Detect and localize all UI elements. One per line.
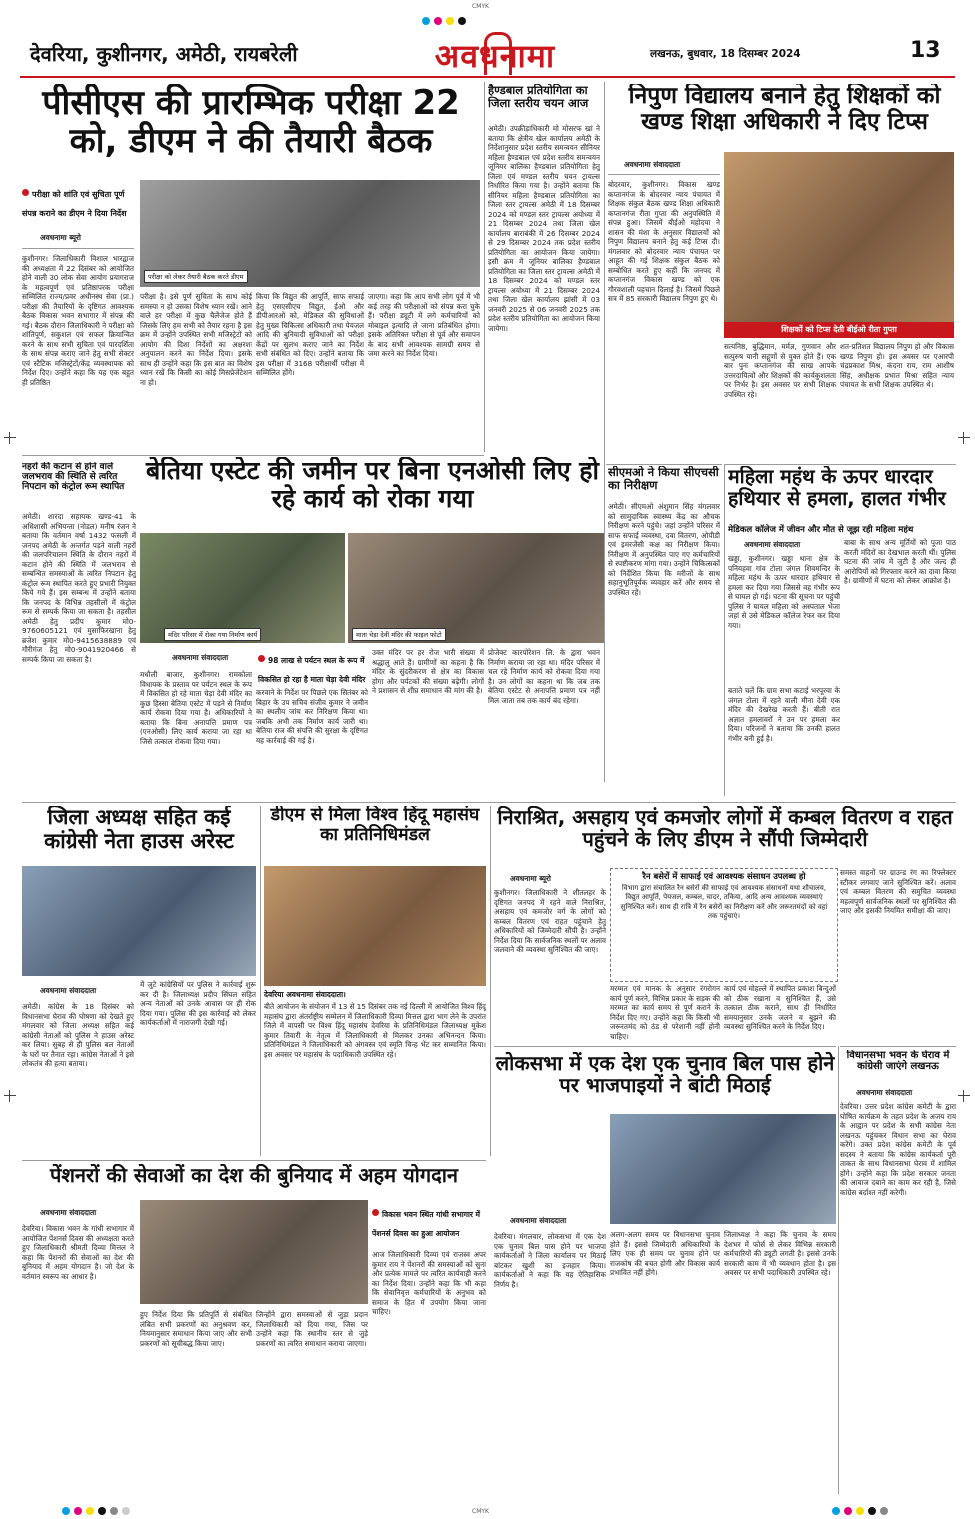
story1-photo-caption: परीक्षा को लेकर तैयारी बैठक करते डीएम: [144, 270, 248, 283]
story13-body-col2: हुए निर्देश दिया कि प्रतिपूर्ति से संबंधित लंबित सभी प्रकरणों का अनुश्रवण कर, नियमानुसार समाधान किया जाए और सभी प्रकरणों को सूचीबद्ध किया जाए।: [140, 1310, 252, 1348]
story7-body-col2: बताते चलें कि ग्राम सभा कटाई भरपूरवा के जंगल टोला में रहने वाली मीना देवी एक मंदिर की देखरेख करती हैं। बीती रात अज्ञात हमलावरों ने उन पर हमला कर दिया। परिजनों ने बताया कि उनकी हालत गंभीर बनी हुई है।: [728, 686, 840, 743]
divider-row-1-left: [22, 455, 140, 456]
story2-body: अमेठी। उपक्रीड़ाधिकारी मो मोसरफ खां ने बताया कि क्षेत्रीय खेल कार्यालय अमेठी के निर्देशानुसार प्रदेश स्तरीय समन्वयन सीनियर महिला हैण्डबाल एवं प्रदेश स्तरीय समन्वयन जूनियर बालिका हैण्डबाल प्रतियोगिता हेतु जिला एवं मण्डल स्तरीय चयन ट्रायल्स निर्धारित किया गया है। उन्होंने बताया कि सीनियर महिला हैण्डबाल प्रतियोगिता का जिला स्तर ट्रायल्स अमेठी में 18 दिसम्बर 2024 को मण्डल स्तर ट्रायल्स अयोध्या में 21 दिसम्बर 2024 तथा जिला खेल कार्यालय बाराबंकी में 26 दिसम्बर 2024 से 29 दिसम्बर 2024 तक प्रदेश स्तरीय प्रतियोगिता का आयोजन किया जायेगा। इसी क्रम में जूनियर बालिका हैण्डबाल प्रतियोगिता का जिला स्तर ट्रायल्स अमेठी में 18 दिसम्बर 2024 को मण्डल स्तर ट्रायल्स अयोध्या में 21 दिसम्बर 2024 तथा जिला खेल कार्यालय झांसी में 03 जनवरी 2025 से 06 जनवरी 2025 तक प्रदेश स्तरीय प्रतियोगिता का आयोजन किया जायेगा।: [488, 124, 600, 333]
story8-body-col1: अमेठी। कांग्रेस के 18 दिसंबर को विधानसभा घेराव की घोषणा को देखते हुए मंगलवार को जिला अध्यक्ष सहित कई कांग्रेसी नेताओं को पुलिस ने हाउस अरेस्ट कर लिया। सुबह से ही पुलिस बल नेताओं के घरों पर तैनात रहा। कांग्रेस नेताओं ने इसे लोकतंत्र की हत्या बताया।: [22, 1002, 134, 1068]
story7-body-col3: बाबा के साथ अन्य मूर्तियों को पूजा पाठ करती मंदिरों का देखभाल करती थीं। पुलिस घटना की जांच में जुटी है और जल्द ही आरोपियों को गिरफ्तार करने का दावा किया है। ग्रामीणों में घटना को लेकर आक्रोश है।: [844, 538, 956, 585]
story9-photo: [264, 866, 486, 986]
story5-byline: अवधनामा संवाददाता: [172, 653, 229, 662]
story10-headline: निराश्रित, असहाय एवं कमजोर लोगों में कम्बल वितरण व राहत पहुंचने के लिए डीएम ने सौंपी जिम्मेदारी: [497, 806, 953, 852]
story12-byline: अवधनामा संवाददाता: [510, 1216, 567, 1225]
divider-col-a: [484, 82, 485, 452]
story10-body-col4: समस्त वाहनों पर ग्राउन्ड रंग का रिफ्लेक्टर स्टीकर लगवाए जाने सुनिश्चित करें। अलाव एवं कम्बल वितरण की समुचित व्यवस्था महत्वपूर्ण सार्वजनिक स्थलों पर सुनिश्चित की जाए और इसकी नियमित समीक्षा की जाए।: [840, 868, 956, 915]
masthead-date: लखनऊ, बुधवार, 18 दिसम्बर 2024: [650, 48, 801, 60]
story9-photo-caption: देवरिया अवधनामा संवाददाता।: [264, 990, 346, 999]
crop-mark-right-lower: [958, 1090, 970, 1102]
story1-highlight-text: परीक्षा को शांति एवं सुचिता पूर्ण संपन्न कराने का डीएम ने दिया निर्देश: [22, 190, 127, 218]
story5-body-col1: मधौली बाजार, कुशीनगर। रामकोला विधायक के प्रस्ताव पर पर्यटन स्थल के रूप में विकसित हो रहे माता चेड़ा देवी मंदिर का कुछ हिस्सा बेतिया एस्टेट में पड़ने से निर्माण कार्य रोकवा दिया गया है। अधिकारियों ने बताया कि बिना अनापत्ति प्रमाण पत्र (एनओसी) लिए कार्य कराया जा रहा था जिसे तत्काल रोकवा दिया गया।: [140, 670, 252, 746]
story13-photo: [140, 1200, 368, 1304]
story3-body-col3: शत-प्रतिशत विद्यालय निपुण हो और विकास खण्ड निपुण हो। इस अवसर पर एआरपी चंद्रप्रकाश मिश्र, कंदना राय, राम आशीष सिंह, अधीक्षक प्रभात मिश्रा सहित न्याय पंचायत के सभी शिक्षक उपस्थित थे।: [840, 342, 954, 389]
story12-body-col1: देवरिया। मंगलवार, लोकसभा में एक देश एक चुनाव बिल पास होने पर भाजपा कार्यकर्ताओं ने जिला कार्यालय पर मिठाई बांटकर खुशी का इजहार किया। कार्यकर्ताओं ने कहा कि यह ऐतिहासिक निर्णय है।: [494, 1232, 606, 1289]
story13-headline: पेंशनरों की सेवाओं का देश की बुनियाद में अहम योगदान: [49, 1164, 459, 1187]
story13-body-col4: आज जिलाधिकारी दिव्या एवं राजस्व अपर कुमार राय ने पेंशनरों की समस्याओं को सुना और प्रत्येक मामले पर त्वरित कार्यवाही करने का निर्देश दिया। उन्होंने कहा कि भी कहा कि सेवानिवृत्त कर्मचारियों के अनुभव को समाज के हित में उपयोग किया जाना चाहिए।: [372, 1250, 486, 1316]
story1-body-col4: जाएगा। कहा कि आप सभी लोग पूर्व में भी कई तरह की परीक्षाओं को संपन्न करा चुके हैं। परीक्षा ड्यूटी में लगे कर्मचारियों को मोबाइल इत्यादि ले जाना प्रतिबंधित होगा। इसके अतिरिक्त परीक्षा से पूर्व और समापन के बाद सभी आवश्यक सामग्री समय से जमा करने का निर्देश दिया।: [368, 292, 480, 358]
story7-body-col1: खड्डा, कुशीनगर। खड्डा थाना क्षेत्र के पनियहवा गांव टोला जंगल शिवमन्दिर के महिला महंथ के ऊपर धारदार हथियार से हमला कर दिया गया जिससे वह गंभीर रूप से घायल हो गई। घटना की सूचना पर पहुंची पुलिस ने घायल महिला को अस्पताल भेजा जहां से उसे मेडिकल कॉलेज रेफर कर दिया गया।: [728, 554, 840, 630]
story13-body-col3: जिन्होंने द्वारा समस्याओं से जुड़ा प्रदान जिलाधिकारी को दिया गया, जिस पर उन्होंने कहा कि स्थानीय स्तर से जुड़े प्रकरणों का त्वरित समाधान कराया जाएगा।: [256, 1310, 368, 1348]
story8-body-col2: में जुटे कांग्रेसियों पर पुलिस ने कार्रवाई शुरू कर दी है। जिलाध्यक्ष प्रदीप सिंघल सहित अन्य नेताओं को उनके आवास पर ही रोक दिया गया। पुलिस की इस कार्रवाई को लेकर कार्यकर्ताओं में नाराजगी देखी गई।: [140, 980, 256, 1027]
story4-headline: नहरों की कटान से होने वाले जलभराव की स्थिति से त्वरित निपटान को कंट्रोल रूम स्थापित: [22, 462, 125, 493]
story5-body-col4: प्रोजेक्ट कारपोरेशन लि. के द्वारा भवन निर्माण कराया जा रहा था। मंदिर परिसर में चल रहे निर्माण कार्य को रोकवा दिया गया है। उन लोगों का कहना था कि जब तक बेतिया एस्टेट से अनापत्ति प्रमाण पत्र नहीं मिल जाता तब तक कार्य बंद रहेगा।: [488, 648, 600, 705]
story10-body-col3: कार्य एवं मोहल्ले में स्थापित प्रकाश बिन्दुओं को ठीक रखाना व सुनिश्चित हैं, उसे तत्काल ठीक कराने, साथ ही निर्धारित समयानुसार उनके जलने व बुझने की व्यवस्था सुनिश्चित करने के निर्देश दिए।: [724, 984, 836, 1031]
story9-headline: डीएम से मिला विश्व हिंदू महासंघ का प्रतिनिधिमंडल: [270, 806, 480, 845]
masthead: [20, 30, 955, 78]
divider-row-1-right-small: [606, 464, 722, 465]
story5-photo2: [348, 533, 604, 643]
story3-photo: [724, 152, 954, 338]
story1-body-col1: कुशीनगर। जिलाधिकारी विशाल भारद्वाज की अध्यक्षता में 22 दिसंबर को आयोजित होने वाली उ0 लोक सेवा आयोग प्रयागराज के महत्वपूर्ण एवं प्रतिष्ठापरक परीक्षा सम्मिलित राज्य/प्रवर अधीनस्थ सेवा (प्रा.) परीक्षा की तैयारियों के दृष्टिगत आवश्यक बैठक विकास भवन सभागार में संपन्न की गई। बैठक दौरान जिलाधिकारी ने परीक्षा को शांतिपूर्ण, सकुशल एवं सफल क्रियान्वित करने के साथ सभी सुचिता एवं पारदर्शिता के साथ संपन्न कराए जाने हेतु सभी सेक्टर एवं स्टैटिक मजिस्ट्रेटों/केंद्र व्यवस्थापक को निर्देश दिए। उन्होंने कहा कि यह एक बहुत ही प्रतिष्ठित: [22, 254, 134, 387]
story12-body-col2: अलग-अलग समय पर विधानसभा चुनाव होते हैं। इससे जिम्मेदारी अधिकारियों के लिए एक ही समय पर चुनाव होने पर राजकोष की बचत होगी और विकास कार्य प्रभावित नहीं होंगे।: [610, 1230, 720, 1277]
color-registration-strip-top: [420, 10, 468, 29]
story10-sub-headline: रैन बसेरों में साफाई एवं आवश्यक संसाधन उपलब्ध हो: [642, 871, 806, 881]
divider-col-b: [604, 82, 605, 782]
story3-headline: निपुण विद्यालय बनाने हेतु शिक्षकों को खण्ड शिक्षा अधिकारी ने दिए टिप्स: [628, 84, 941, 135]
divider-row-1-right: [724, 464, 956, 465]
logo-text: अवधनामा: [434, 37, 556, 75]
masthead-underline: [20, 76, 955, 78]
story8-photo: [22, 866, 256, 976]
story7-headline: महिला महंथ के ऊपर धारदार हथियार से हमला, हालत गंभीर: [728, 466, 946, 510]
story1-highlight-bullet-icon: [22, 189, 29, 196]
story5-body-col3: उक्त मंदिर पर हर रोज भारी संख्या में श्रद्धालु आते हैं। ग्रामीणों का कहना है कि मंदिर के सुंदरीकरण से क्षेत्र का विकास होगा और पर्यटकों की संख्या बढ़ेगी। लोगों ने प्रशासन से शीघ्र समाधान की मांग की है।: [372, 648, 484, 695]
story3-byline-rule: [608, 174, 720, 175]
story10-byline: अवधनामा ब्यूरो: [510, 874, 551, 883]
story5-photo1-caption: मंदिर परिसर में रोका गया निर्माण कार्य: [164, 628, 261, 641]
story1-headline: पीसीएस की प्रारम्भिक परीक्षा 22 को, डीएम ने की तैयारी बैठक: [42, 84, 460, 162]
crop-mark-left-lower: [4, 1090, 16, 1102]
story13-byline: अवधनामा संवाददाता: [40, 1208, 97, 1217]
story2-headline: हैण्डबाल प्रतियोगिता का जिला स्तरीय चयन आज: [488, 84, 589, 110]
story10-box-text: विभाग द्वारा संचालित रैन बसेरों की साफाई एवं आवश्यक संसाधनों यथा शौचालय, विद्युत आपूर्ति, पेयजल, कम्बल, चादर, तकिया, आदि अन्य आवश्यक व्यवस्थाएं सुनिश्चित करें। साथ ही रात्रि में रैन बसेरों का निरीक्षण करें और जरूरतमंदों को वहां तक पहुंचाएं।: [620, 884, 828, 921]
color-registration-strip-bottom: [60, 1500, 132, 1519]
story13-highlight-text: विकास भवन स्थित गांधी सभागार में पेंशनर्स दिवस का हुआ आयोजन: [372, 1210, 481, 1238]
story5-photo1: [140, 533, 345, 643]
story1-body-col3: किया कि विद्युत की आपूर्ति, साफ सफाई हेतु एसएसीएच विद्युत, ईओ और डीपीआरओ को, मेडिकल की सुविधाओं हेतु मुख्य चिकित्सा अधिकारी तथा पेयजल आदि की बुनियादी सुविधाओं को परीक्षा केंद्रों पर सुलभ कराए जाने का निर्देश सभी संबंधित को दिए। उन्होंने बताया कि इस परीक्षा में 3168 परीक्षार्थी परीक्षा में सम्मिलित होंगे।: [256, 292, 364, 377]
cmyk-mark-bottom: CMYK: [472, 1508, 489, 1515]
divider-col-d: [260, 806, 261, 1156]
story13-highlight-bullet-icon: [372, 1209, 379, 1216]
page-number: 13: [910, 38, 941, 63]
story3-body-col1: बोदरवार, कुशीनगर। विकास खण्ड कप्तानगंज के बोदरवार न्याय पंचायत में शिक्षक संकुल बैठक खण्ड शिक्षा अधिकारी कप्तानगंज रीता गुप्ता की अनुपस्थिति में संपन्न हुआ। जिसमें बीईओ महोदया ने शासन की मंशा के अनुसार विद्यालयों को निपुण विद्यालय बनाने हेतु कई टिप्स दी। मंगलवार को बोदरवार न्याय पंचायत पर आहूत की गई शिक्षक संकुल बैठक को सम्बोधित करते हुए कहीं कि जनपद में कप्तानगंज विकास खण्ड को एक गौरवशाली पहचान दिलाई है। जिसमें पिछले सत्र में 85 सरकारी विद्यालय निपुण हुए थे।: [608, 180, 720, 303]
story6-headline: सीएमओ ने किया सीएचसी का निरीक्षण: [608, 466, 719, 492]
story5-highlight-box: [258, 648, 370, 682]
story3-byline: अवधनामा संवाददाता: [624, 160, 681, 169]
story1-byline-rule: [22, 248, 134, 249]
divider-story12-top: [494, 1046, 836, 1047]
story7-highlight: मेडिकल कॉलेज में जीवन और मौत से जूझ रही महिला महंथ: [728, 525, 914, 535]
crop-mark-left-upper: [4, 432, 16, 444]
story12-photo: [610, 1114, 836, 1224]
color-registration-strip-bottom-right: [830, 1500, 890, 1519]
divider-row-3-left: [22, 1160, 486, 1161]
story6-body: अमेठी। सीएमओ अंशुमान सिंह मंगलवार को सामुदायिक स्वास्थ्य केंद्र का औचक निरीक्षण करने पहुंचे। जहां उन्होंने परिसर में साफ सफाई व्यवस्था, दवा वितरण, ओपीडी एवं इमरजेंसी कक्ष का निरीक्षण किया। निरीक्षण में अनुपस्थित पाए गए कर्मचारियों से स्पष्टीकरण मांगा गया। उन्होंने चिकित्सकों को निर्देशित किया कि मरीजों के साथ सहानुभूतिपूर्वक व्यवहार करें और समय से उपस्थित रहें।: [608, 502, 720, 597]
story11-byline: अवधनामा संवाददाता: [856, 1088, 913, 1097]
story5-headline: बेतिया एस्टेट की जमीन पर बिना एनओसी लिए हो रहे कार्य को रोका गया: [145, 457, 600, 513]
divider-col-c: [724, 464, 725, 796]
story3-body-col2: सत्यनिष्ठ, बुद्धिमान, मर्मज्ञ, गुणवान और सत्पुरुष यानी सद्गुणों से युक्त होते हैं। एक बार पुनः कप्तानगंज की साख आपके उत्तरदायित्वों और शिक्षकों की कार्यकुशलता पर निर्भर है। इस अवसर पर सभी शिक्षक उपस्थित रहे।: [724, 342, 836, 399]
divider-row-2: [22, 802, 956, 803]
story12-headline: लोकसभा में एक देश एक चुनाव बिल पास होने पर भाजपाइयों ने बांटी मिठाई: [495, 1052, 835, 1098]
crop-mark-right-upper: [958, 432, 970, 444]
story13-body-col1: देवरिया। विकास भवन के गांधी सभागार में आयोजित पेंशनर्स दिवस की अध्यक्षता करते हुए जिलाधिकारी श्रीमती दिव्या मित्तल ने कहा कि पेंशनरों की सेवाओं का देश की बुनियाद में अहम योगदान है। जो देश के वर्तमान स्वरूप का आधार है।: [22, 1224, 134, 1281]
story11-headline: विधानसभा भवन के घेराव में कांग्रेसी जाएंगे लखनऊ: [846, 1050, 950, 1073]
divider-col-f: [838, 1046, 839, 1494]
story3-photo-caption: शिक्षकों को टिप्स देती बीईओ रीता गुप्ता: [781, 325, 897, 334]
story10-body-col2: मरम्मत एवं मानक के अनुसार रंगरोगन कार्य पूर्ण करने, विभिन्न प्रकार के सड़क की मरम्मत का कार्य समय से पूर्ण कराने के निर्देश दिए गए। उन्होंने कहा कि किसी भी जरूरतमंद को ठंड से परेशानी नहीं होनी चाहिए।: [610, 984, 720, 1041]
cmyk-mark: CMYK: [472, 3, 489, 10]
story12-body-col3: जिलाध्यक्ष ने कहा कि चुनाव के समय देशभर में फोर्स से लेकर विभिन्न सरकारी कर्मचारियों की ड्यूटी लगती है। इससे उनके सरकारी काम में भी व्यवधान होता है। इस अवसर पर सभी पदाधिकारी उपस्थित रहे।: [724, 1230, 836, 1277]
story1-byline: अवधनामा ब्यूरो: [40, 233, 81, 242]
story3-photo-caption-bar: [724, 322, 954, 338]
divider-row-1-mid: [140, 455, 484, 456]
story9-body: बीते आयोजन के संयोजन में 13 से 15 दिसंबर तक नई दिल्ली में आयोजित विश्व हिंदू महासंघ द्वारा अंतर्राष्ट्रीय सम्मेलन में जिलाधिकारी दिव्या मित्तल द्वारा भाग लेने के उपरांत जिले में वापसी पर विश्व हिंदू महासंघ देवरिया के प्रतिनिधिमंडल जिलाध्यक्ष मुकेश कुमार तिवारी के नेतृत्व में जिलाधिकारी से मिलकर उनका अभिनन्दन किया। प्रतिनिधिमंडल ने जिलाधिकारी को अंगवस्त्र एवं स्मृति चिन्ह भेंट कर सम्मानित किया। इस अवसर पर महासंघ के पदाधिकारी उपस्थित रहे।: [264, 1002, 486, 1059]
divider-story11-top: [840, 1046, 956, 1047]
story8-byline: अवधनामा संवाददाता: [40, 986, 97, 995]
story1-highlight-box: [22, 182, 134, 224]
story1-photo: [140, 180, 480, 287]
story11-body: देवरिया। उत्तर प्रदेश कांग्रेस कमेटी के द्वारा घोषित कार्यक्रम के तहत प्रदेश के अजय राय के आह्वान पर प्रदेश के सभी कांग्रेस नेता लखनऊ पहुंचकर विधान सभा का घेराव करेंगे। उक्त प्रदेश कांग्रेस कमेटी के पूर्व सदस्य ने बताया कि कांग्रेस कार्यकर्ता पूरी ताकत के साथ विधानसभा घेराव में शामिल होंगे। उन्होंने कहा कि प्रदेश सरकार जनता की आवाज दबाने का काम कर रही है, जिसे कांग्रेस बर्दाश्त नहीं करेगी।: [840, 1102, 956, 1197]
story13-highlight-box: [372, 1202, 486, 1246]
story5-highlight-text: 98 लाख से पर्यटन स्थल के रूप में विकसित हो रहा है माता चेड़ा देवी मंदिर: [258, 656, 366, 684]
story5-photo2-caption: माता चेड़ा देवी मंदिर की फाइल फोटो: [352, 628, 446, 641]
story4-body: अमेठी। शारदा सहायक खण्ड-41 के अधिशासी अभियन्ता (नोडल) मनीष रंजन ने बताया कि वर्तमान वर्षा 1432 फसली में जनपद अमेठी के अन्तर्गत पड़ने वाली नहरों की जलपरिचालन स्थिति के दौरान नहरों में कटान होने की स्थिति में जलभराव से सम्बन्धित समस्याओं के त्वरित निपटान हेतु कंट्रोल रूम स्थापित करते हुए प्रभारी नियुक्त किये गये हैं। इस सम्बन्ध में उन्होंने बताया कि जनपद के विभिन्न तहसीलों में कंट्रोल रूम से सम्पर्क किया जा सकता है। तहसील अमेठी हेतु प्रदीप कुमार मो0-9760605121 एवं मुसाफिरखाना हेतु ब्रजेश कुमार मो0-9415638889 एवं गौरीगंज हेतु मो0-9041920466 से सम्पर्क किया जा सकता है।: [22, 512, 136, 664]
story1-body-col2: परीक्षा है। इसे पूर्ण सुचिता के साथ कोई समस्या न हो उसका विशेष ध्यान रखें। आने वाले हर परीक्षा में कुछ चैलेंजेज होते हैं जिसके लिए हम सभी को तैयार रहना है इस क्रम में उन्होंने उपस्थित सभी मजिस्ट्रेटों को आयोग की दिशा निर्देशों का अक्षरशः अनुपालन करने का निर्देश दिया। इसके साथ ही उन्होंने कहा कि इस बात का विशेष ध्यान रखें कि किसी का कोई मिसप्रेजेंटेशन ना हो।: [140, 292, 252, 387]
story8-headline: जिला अध्यक्ष सहित कई कांग्रेसी नेता हाउस अरेस्ट: [44, 806, 234, 853]
masthead-logo: [410, 30, 580, 76]
divider-col-e: [490, 806, 491, 1156]
story5-highlight-bullet-icon: [258, 655, 265, 662]
masthead-districts: देवरिया, कुशीनगर, अमेठी, रायबरेली: [30, 42, 298, 66]
story10-body-col1: कुशीनगर। जिलाधिकारी ने शीतलहर के दृष्टिगत जनपद में रहने वाले निराश्रित, असहाय एवं कमजोर वर्ग के लोगों को कम्बल वितरण एवं राहत पहुंचाने हेतु अधिकारियों को जिम्मेदारी सौंपी है। उन्होंने निर्देश दिया कि सार्वजनिक स्थलों पर अलाव जलवाने की व्यवस्था सुनिश्चित की जाए।: [494, 888, 606, 954]
story5-body-col2: करवाने के निर्देश पर पिछले एक सितंबर को बिहार के उप सचिव संजीव कुमार ने जमीन का स्थलीय जांच कर निरिक्षण किया था। जबकि अभी तक निर्माण कार्य जारी था। बेतिया राज की संपत्ति की सुरक्षा के दृष्टिगत यह कार्रवाई की गई है।: [256, 688, 368, 745]
story7-byline: अवधनामा संवाददाता: [744, 540, 801, 549]
story10-box: [610, 868, 838, 982]
